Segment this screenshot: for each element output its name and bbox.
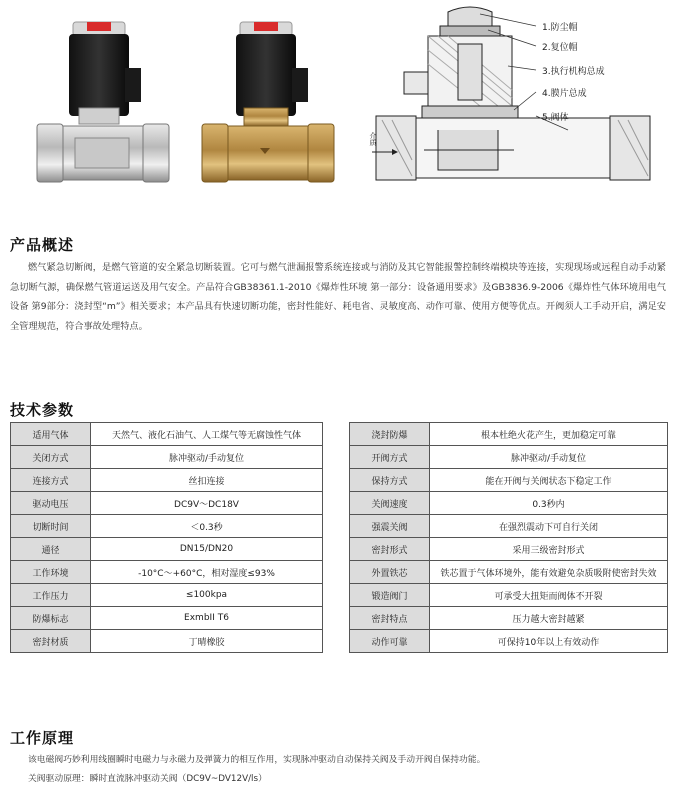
spec-value: 铁芯置于气体环境外，能有效避免杂质吸附使密封失效 — [430, 561, 668, 584]
spec-value: 在强烈震动下可自行关闭 — [430, 515, 668, 538]
spec-row — [350, 492, 668, 515]
spec-key: 开阀方式 — [350, 446, 430, 469]
spec-row — [11, 607, 323, 630]
spec-value: ＜0.3秒 — [91, 515, 323, 538]
spec-key: 关阀速度 — [350, 492, 430, 515]
spec-key: 保持方式 — [350, 469, 430, 492]
spec-key: 浇封防爆 — [350, 423, 430, 446]
spec-row — [350, 423, 668, 446]
spec-key: 锻造阀门 — [350, 584, 430, 607]
spec-value: 可承受大扭矩而阀体不开裂 — [430, 584, 668, 607]
spec-row — [350, 469, 668, 492]
spec-row — [11, 469, 323, 492]
principle-line-2: 关阀驱动原理：瞬时直流脉冲驱动关阀（DC9V~DV12V/ls） — [28, 774, 267, 784]
spec-value: ExmbII T6 — [91, 607, 323, 630]
spec-value: 0.3秒内 — [430, 492, 668, 515]
spec-row — [11, 423, 323, 446]
spec-row — [350, 584, 668, 607]
principle-line-1: 该电磁阀巧妙利用线圈瞬时电磁力与永磁力及弹簧力的相互作用，实现脉冲驱动自动保持关阀及手动开阀自保持功能。 — [28, 755, 486, 765]
diagram-label-5: 5.阀体 — [542, 113, 569, 123]
principle-title: 工作原理 — [10, 729, 75, 747]
spec-row — [350, 515, 668, 538]
spec-value: ≤100kpa — [91, 584, 323, 607]
spec-row — [350, 446, 668, 469]
spec-key: 密封材质 — [11, 630, 91, 653]
spec-row — [11, 561, 323, 584]
spec-value: 可保持10年以上有效动作 — [430, 630, 668, 653]
spec-value: DC9V～DC18V — [91, 492, 323, 515]
spec-value: 能在开阀与关阀状态下稳定工作 — [430, 469, 668, 492]
spec-value: 丁晴橡胶 — [91, 630, 323, 653]
spec-key: 工作环境 — [11, 561, 91, 584]
spec-key: 适用气体 — [11, 423, 91, 446]
spec-row — [11, 538, 323, 561]
spec-key: 关闭方式 — [11, 446, 91, 469]
spec-value: 压力越大密封越紧 — [430, 607, 668, 630]
spec-key: 切断时间 — [11, 515, 91, 538]
spec-table-right — [349, 422, 668, 653]
spec-value: 脉冲驱动/手动复位 — [91, 446, 323, 469]
spec-row — [11, 492, 323, 515]
spec-row — [350, 538, 668, 561]
spec-value: 采用三级密封形式 — [430, 538, 668, 561]
spec-value: 丝扣连接 — [91, 469, 323, 492]
flow-direction-label: 介质 — [369, 132, 377, 146]
spec-key: 连接方式 — [11, 469, 91, 492]
spec-key: 动作可靠 — [350, 630, 430, 653]
silver-valve-image — [35, 8, 170, 190]
brass-valve-image — [200, 8, 335, 190]
spec-key: 驱动电压 — [11, 492, 91, 515]
spec-key: 外置铁芯 — [350, 561, 430, 584]
spec-row — [350, 561, 668, 584]
spec-row — [11, 446, 323, 469]
spec-row — [350, 630, 668, 653]
spec-value: 天然气、液化石油气、人工煤气等无腐蚀性气体 — [91, 423, 323, 446]
spec-key: 密封形式 — [350, 538, 430, 561]
spec-value: 脉冲驱动/手动复位 — [430, 446, 668, 469]
overview-text: 燃气紧急切断阀，是燃气管道的安全紧急切断装置。它可与燃气泄漏报警系统连接或与消防及其它智能报警控制终端模块等连接，实现现场或远程自动手动紧急切断气源，确保燃气管道运送及用气安全。产品符合GB38361.1-2010《爆炸性环境 第一部分：设备通用要求》及GB3836.9-2006《爆炸性气体环境用电气设备 第9部分：浇封型“m”》相关要求；本产品具有快速切断功能，密封性能好、耗电省、灵敏度高、动作可靠、使用方便等优点。开阀须人工手动开启，满足安全管理规范，符合事故处理特点。 — [10, 262, 666, 332]
spec-row — [11, 630, 323, 653]
spec-key: 通径 — [11, 538, 91, 561]
spec-key: 防爆标志 — [11, 607, 91, 630]
diagram-label-2: 2.复位帽 — [542, 43, 578, 53]
valve-cross-section-diagram — [368, 0, 668, 195]
spec-table-left — [10, 422, 323, 653]
diagram-label-1: 1.防尘帽 — [542, 23, 578, 33]
spec-key: 密封特点 — [350, 607, 430, 630]
spec-row — [350, 607, 668, 630]
diagram-label-3: 3.执行机构总成 — [542, 67, 605, 77]
spec-row — [11, 584, 323, 607]
spec-key: 强震关阀 — [350, 515, 430, 538]
diagram-label-4: 4.膜片总成 — [542, 89, 587, 99]
spec-value: 根本杜绝火花产生，更加稳定可靠 — [430, 423, 668, 446]
spec-value: DN15/DN20 — [91, 538, 323, 561]
spec-row — [11, 515, 323, 538]
overview-title: 产品概述 — [10, 236, 75, 254]
spec-key: 工作压力 — [11, 584, 91, 607]
spec-value: -10°C～+60°C，相对湿度≤93% — [91, 561, 323, 584]
specs-title: 技术参数 — [10, 401, 75, 419]
